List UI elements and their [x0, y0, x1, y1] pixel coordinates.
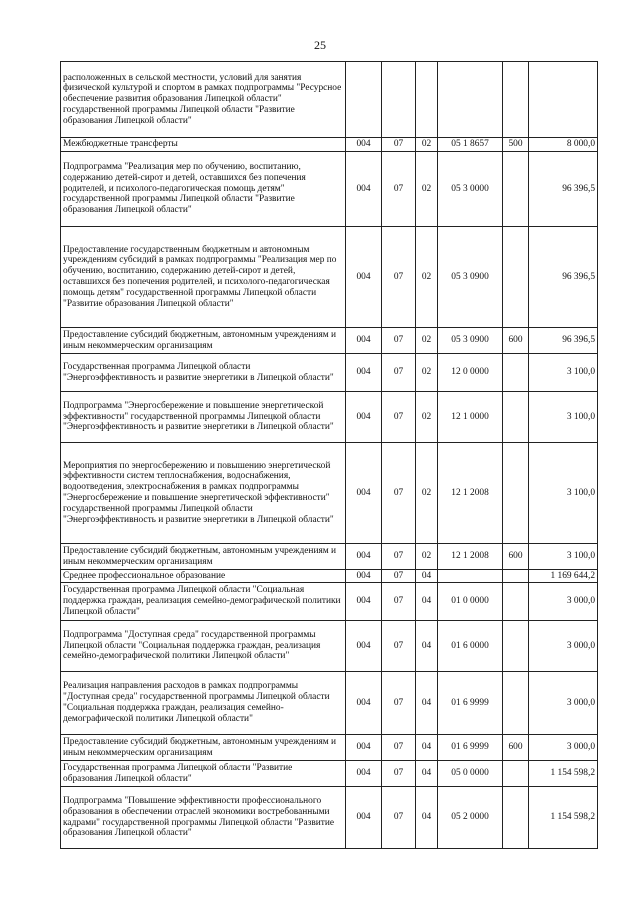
- row-expense-type-code: [503, 583, 529, 621]
- row-expense-type-code: [503, 227, 529, 328]
- table-row: [61, 138, 598, 152]
- row-amount: 3 100,0: [529, 544, 598, 570]
- row-name: Мероприятия по энергосбережению и повышению энергетической эффективности систем теплоснабжения, водоснабжения, водоотведения, электроснабжения в рамках подпрограммы "Энергосбережение и повышение энергетической эффективности" государственной программы Липецкой области "Энергоэффективность и развитие энергетики в Липецкой области": [61, 443, 346, 544]
- row-ved-code: 004: [346, 672, 382, 735]
- row-ved-code: 004: [346, 735, 382, 761]
- row-section-code: 07: [382, 735, 416, 761]
- row-expense-type-code: [503, 152, 529, 227]
- row-target-article-code: [438, 62, 503, 138]
- row-name: Государственная программа Липецкой области "Энергоэффективность и развитие энергетики в Липецкой области": [61, 354, 346, 392]
- row-section-code: 07: [382, 227, 416, 328]
- row-target-article-code: 05 2 0000: [438, 787, 503, 849]
- row-ved-code: 004: [346, 621, 382, 672]
- row-section-code: 07: [382, 443, 416, 544]
- table-row: [61, 328, 598, 354]
- row-ved-code: 004: [346, 583, 382, 621]
- row-section-code: 07: [382, 621, 416, 672]
- row-target-article-code: 01 6 0000: [438, 621, 503, 672]
- row-expense-type-code: [503, 787, 529, 849]
- row-expense-type-code: [503, 443, 529, 544]
- row-amount: 3 100,0: [529, 392, 598, 443]
- row-name: Реализация направления расходов в рамках подпрограммы "Доступная среда" государственной программы Липецкой области "Социальная поддержка граждан, реализация семейно-демографической политики Липецкой области": [61, 672, 346, 735]
- row-subsection-code: 02: [416, 227, 438, 328]
- row-section-code: [382, 62, 416, 138]
- row-section-code: 07: [382, 354, 416, 392]
- row-target-article-code: 12 0 0000: [438, 354, 503, 392]
- row-amount: 3 000,0: [529, 672, 598, 735]
- row-ved-code: 004: [346, 152, 382, 227]
- row-name: Предоставление государственным бюджетным и автономным учреждениям субсидий в рамках подпрограммы "Реализация мер по обучению, воспитанию, содержанию детей-сирот и детей, оставшихся без попечения родителей, и психолого-педагогическая помощь детям" государственной программы Липецкой области "Развитие образования Липецкой области": [61, 227, 346, 328]
- row-target-article-code: 01 6 9999: [438, 672, 503, 735]
- row-subsection-code: 04: [416, 621, 438, 672]
- row-expense-type-code: 500: [503, 138, 529, 152]
- row-amount: [529, 62, 598, 138]
- row-name: Среднее профессиональное образование: [61, 570, 346, 583]
- row-expense-type-code: [503, 62, 529, 138]
- row-amount: 3 100,0: [529, 443, 598, 544]
- row-amount: 8 000,0: [529, 138, 598, 152]
- row-subsection-code: 02: [416, 138, 438, 152]
- row-name: Предоставление субсидий бюджетным, автономным учреждениям и иным некоммерческим организациям: [61, 328, 346, 354]
- row-ved-code: 004: [346, 787, 382, 849]
- row-amount: 1 154 598,2: [529, 761, 598, 787]
- row-name: Предоставление субсидий бюджетным, автономным учреждениям и иным некоммерческим организациям: [61, 735, 346, 761]
- row-ved-code: 004: [346, 761, 382, 787]
- row-section-code: 07: [382, 570, 416, 583]
- row-target-article-code: 01 6 9999: [438, 735, 503, 761]
- row-expense-type-code: [503, 354, 529, 392]
- row-ved-code: 004: [346, 443, 382, 544]
- row-amount: 3 100,0: [529, 354, 598, 392]
- row-section-code: 07: [382, 328, 416, 354]
- table-row: [61, 761, 598, 787]
- row-name: Межбюджетные трансферты: [61, 138, 346, 152]
- row-section-code: 07: [382, 672, 416, 735]
- row-name: Государственная программа Липецкой области "Социальная поддержка граждан, реализация семейно-демографической политики Липецкой области": [61, 583, 346, 621]
- row-target-article-code: 12 1 2008: [438, 443, 503, 544]
- row-amount: 3 000,0: [529, 583, 598, 621]
- table-row: [61, 544, 598, 570]
- row-name: Государственная программа Липецкой области "Развитие образования Липецкой области": [61, 761, 346, 787]
- row-expense-type-code: [503, 392, 529, 443]
- row-amount: 1 154 598,2: [529, 787, 598, 849]
- row-subsection-code: 04: [416, 583, 438, 621]
- row-expense-type-code: [503, 761, 529, 787]
- row-target-article-code: 05 3 0900: [438, 328, 503, 354]
- row-target-article-code: 05 1 8657: [438, 138, 503, 152]
- row-subsection-code: 02: [416, 544, 438, 570]
- row-name: Подпрограмма "Доступная среда" государственной программы Липецкой области "Социальная поддержка граждан, реализация семейно-демографической политики Липецкой области": [61, 621, 346, 672]
- row-ved-code: 004: [346, 227, 382, 328]
- table-row: [61, 735, 598, 761]
- row-amount: 96 396,5: [529, 227, 598, 328]
- row-expense-type-code: 600: [503, 735, 529, 761]
- row-ved-code: 004: [346, 544, 382, 570]
- row-section-code: 07: [382, 152, 416, 227]
- table-row: [61, 583, 598, 621]
- row-amount: 3 000,0: [529, 735, 598, 761]
- row-subsection-code: 04: [416, 672, 438, 735]
- row-amount: 96 396,5: [529, 152, 598, 227]
- table-row: [61, 787, 598, 849]
- row-target-article-code: 05 3 0900: [438, 227, 503, 328]
- row-subsection-code: 02: [416, 354, 438, 392]
- row-name: Подпрограмма "Реализация мер по обучению, воспитанию, содержанию детей-сирот и детей, оставшихся без попечения родителей, и психолого-педагогическая помощь детям" государственной программы Липецкой области "Развитие образования Липецкой области": [61, 152, 346, 227]
- row-ved-code: [346, 62, 382, 138]
- row-expense-type-code: [503, 621, 529, 672]
- row-amount: 96 396,5: [529, 328, 598, 354]
- row-name: Подпрограмма "Повышение эффективности профессионального образования в обеспечении отраслей экономики востребованными кадрами" государственной программы Липецкой области "Развитие образования Липецкой области": [61, 787, 346, 849]
- row-name: расположенных в сельской местности, условий для занятия физической культурой и спортом в рамках подпрограммы "Ресурсное обеспечение развития образования Липецкой области" государственной программы Липецкой области "Развитие образования Липецкой области": [61, 62, 346, 138]
- row-subsection-code: 04: [416, 761, 438, 787]
- row-section-code: 07: [382, 138, 416, 152]
- table-row: [61, 443, 598, 544]
- row-target-article-code: 05 3 0000: [438, 152, 503, 227]
- row-expense-type-code: 600: [503, 328, 529, 354]
- row-expense-type-code: [503, 672, 529, 735]
- row-target-article-code: [438, 570, 503, 583]
- row-name: Подпрограмма "Энергосбережение и повышение энергетической эффективности" государственной программы Липецкой области "Энергоэффективность и развитие энергетики в Липецкой области": [61, 392, 346, 443]
- row-section-code: 07: [382, 544, 416, 570]
- row-ved-code: 004: [346, 392, 382, 443]
- row-section-code: 07: [382, 787, 416, 849]
- row-amount: 3 000,0: [529, 621, 598, 672]
- row-subsection-code: 04: [416, 735, 438, 761]
- table-row: [61, 62, 598, 138]
- row-name: Предоставление субсидий бюджетным, автономным учреждениям и иным некоммерческим организациям: [61, 544, 346, 570]
- row-expense-type-code: [503, 570, 529, 583]
- row-target-article-code: 12 1 0000: [438, 392, 503, 443]
- row-subsection-code: 02: [416, 443, 438, 544]
- table-row: [61, 152, 598, 227]
- table-row: [61, 672, 598, 735]
- row-subsection-code: 04: [416, 787, 438, 849]
- budget-table-body: [61, 62, 598, 849]
- row-target-article-code: 05 0 0000: [438, 761, 503, 787]
- row-ved-code: 004: [346, 138, 382, 152]
- table-row: [61, 392, 598, 443]
- row-section-code: 07: [382, 583, 416, 621]
- budget-table: [60, 61, 598, 849]
- row-ved-code: 004: [346, 328, 382, 354]
- table-row: [61, 227, 598, 328]
- row-section-code: 07: [382, 392, 416, 443]
- row-subsection-code: 02: [416, 152, 438, 227]
- row-expense-type-code: 600: [503, 544, 529, 570]
- row-subsection-code: 02: [416, 328, 438, 354]
- row-amount: 1 169 644,2: [529, 570, 598, 583]
- row-subsection-code: [416, 62, 438, 138]
- row-ved-code: 004: [346, 570, 382, 583]
- row-subsection-code: 02: [416, 392, 438, 443]
- row-section-code: 07: [382, 761, 416, 787]
- row-ved-code: 004: [346, 354, 382, 392]
- table-row: [61, 570, 598, 583]
- table-row: [61, 354, 598, 392]
- row-target-article-code: 01 0 0000: [438, 583, 503, 621]
- table-row: [61, 621, 598, 672]
- row-target-article-code: 12 1 2008: [438, 544, 503, 570]
- page-number: 25: [314, 38, 326, 52]
- row-subsection-code: 04: [416, 570, 438, 583]
